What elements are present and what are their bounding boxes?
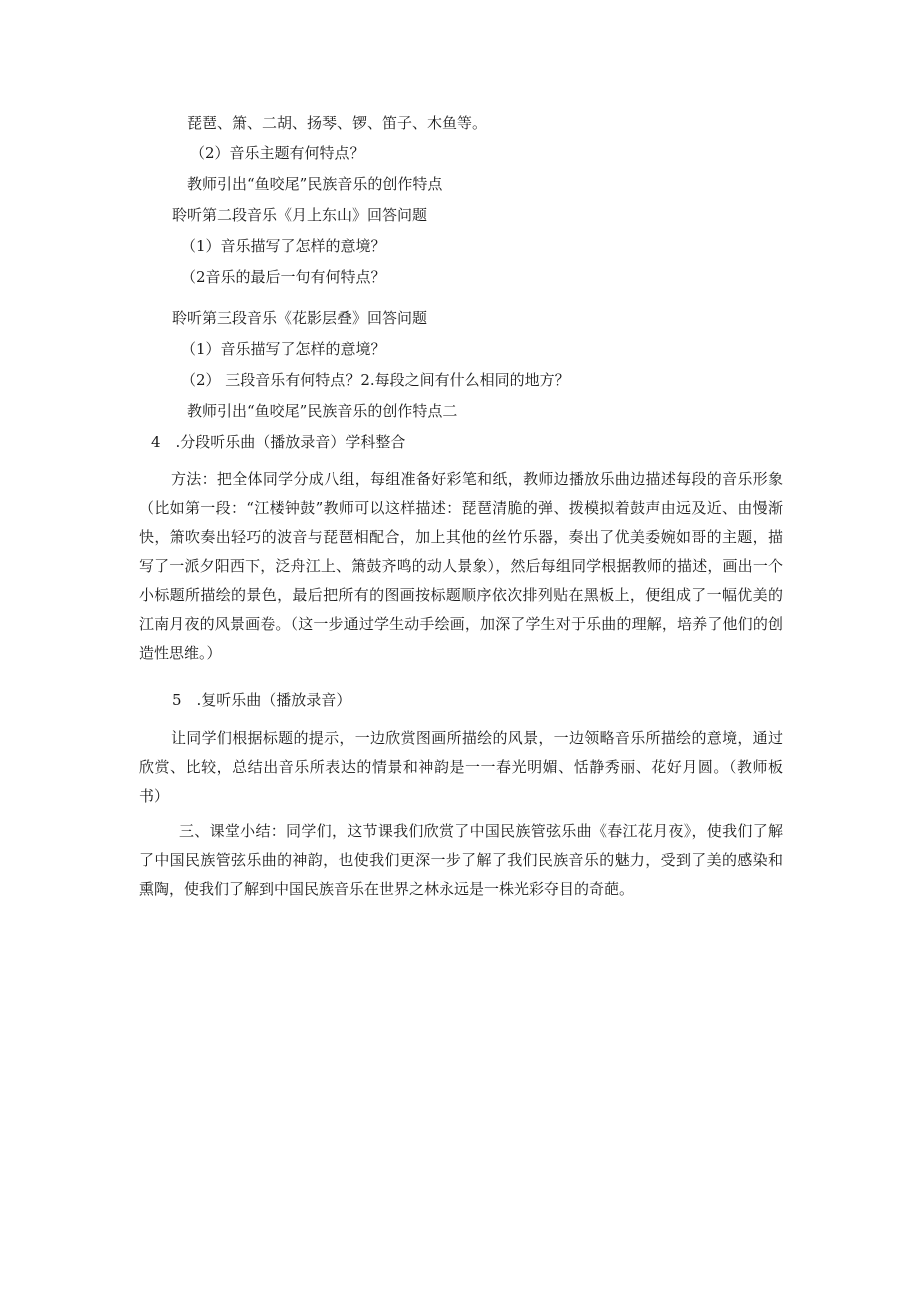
section-4-heading: 4 .分段听乐曲（播放录音）学科整合 [151,433,406,451]
text-line-question-mood-1: （1）音乐描写了怎样的意境？ [181,237,386,255]
text-line-question-mood-2: （1）音乐描写了怎样的意境？ [181,340,386,358]
section-5-paragraph: 让同学们根据标题的提示，一边欣赏图画所描绘的风景，一边领略音乐所描绘的意境，通过欣赏、比较，总结出音乐所表达的情景和神韵是一一春光明媚、恬静秀丽、花好月圆。（教师板书） [139,729,783,805]
text-line-teacher-intro-1: 教师引出“鱼咬尾”民族音乐的创作特点 [187,175,443,193]
text-line-instruments: 琵琶、箫、二胡、扬琴、锣、笛子、木鱼等。 [187,114,488,132]
text-line-listen-part2: 聆听第二段音乐《月上东山》回答问题 [172,206,428,224]
summary-paragraph: 三、课堂小结：同学们，这节课我们欣赏了中国民族管弦乐曲《春江花月夜》，使我们了解了中国民族管弦乐曲的神韵，也使我们更深一步了解了我们民族音乐的魅力，受到了美的感染和熏陶，使我们了解到中国民族音乐在世界之林永远是一株光彩夺目的奇葩。 [139,822,783,898]
section-5-heading: 5 .复听乐曲（播放录音） [172,691,352,709]
text-line-teacher-intro-2: 教师引出“鱼咬尾”民族音乐的创作特点二 [187,402,458,420]
text-line-listen-part3: 聆听第三段音乐《花影层叠》回答问题 [172,309,428,327]
section-4-paragraph: 方法：把全体同学分成八组，每组准备好彩笔和纸，教师边播放乐曲边描述每段的音乐形象（比如第一段：“江楼钟鼓”教师可以这样描述：琵琶清脆的弹、拨模拟着鼓声由远及近、由慢渐快，箫吹奏出轻巧的波音与琵琶相配合，加上其他的丝竹乐器，奏出了优美委婉如哥的主题，描写了一派夕阳西下，泛舟江上、箫鼓齐鸣的动人景象），然后每组同学根据教师的描述，画出一个小标题所描绘的景色，最后把所有的图画按标题顺序依次排列贴在黑板上，便组成了一幅优美的江南月夜的风景画卷。（这一步通过学生动手绘画，加深了学生对于乐曲的理解，培养了他们的创造性思维。） [139,470,783,662]
text-line-question-last-phrase: （2音乐的最后一句有何特点？ [181,268,386,286]
text-line-question-theme: （2）音乐主题有何特点？ [190,144,365,162]
text-line-question-three-parts: （2） 三段音乐有何特点？2.每段之间有什么相同的地方？ [181,371,570,389]
